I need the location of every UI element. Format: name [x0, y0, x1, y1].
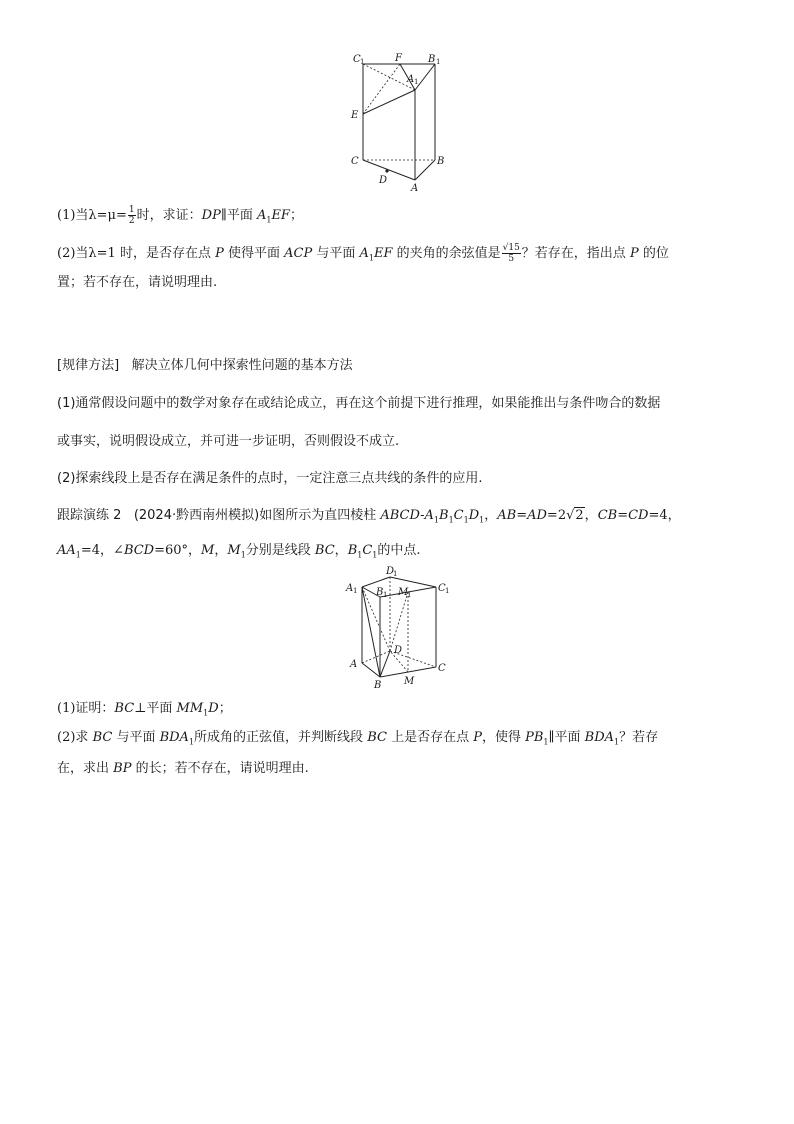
fraction-sqrt15-over-5: $\frac{√15}{5}$ — [502, 243, 520, 264]
fraction-one-half: $\frac{1}{2}$ — [128, 205, 135, 226]
method-title: 解决立体几何中探索性问题的基本方法 — [131, 358, 353, 373]
problem1-q2-line2: 置；若不存在，请说明理由. — [57, 275, 218, 290]
svg-text:1: 1 — [407, 591, 412, 599]
method-p1-line1: (1)通常假设问题中的数学对象存在或结论成立，再在这个前提下进行推理，如果能推出与条件吻合的数据 — [57, 396, 661, 411]
problem2-q1: (1)证明：BC⊥平面 $MM_1D$； — [57, 701, 232, 718]
svg-text:1: 1 — [445, 587, 450, 595]
svg-text:1: 1 — [360, 58, 365, 66]
label-a: A — [411, 183, 419, 192]
label-c: C — [438, 663, 446, 674]
method-p1-line2: 或事实，说明假设成立，并可进一步证明，否则假设不成立. — [57, 434, 400, 449]
practice-line2: $AA_1=4$，∠BCD=60°，M，$M_1$分别是线段 BC，$B_1C_1$的中点. — [57, 543, 421, 560]
label-b1: B — [428, 54, 436, 65]
label-m1: M — [398, 587, 409, 598]
practice-line1: 跟踪演练 2 (2024·黔西南州模拟)如图所示为直四棱柱 ABCD-$A_1B_1C_1D_1$，AB=AD=2√2，CB=CD=4， — [57, 508, 681, 525]
label-d1: D — [386, 566, 395, 577]
problem1-q2-line1: (2)当λ=1 时，是否存在点 P 使得平面 ACP 与平面 $A_1EF$ 的夹角的余弦值是 $\frac{√15}{5}$ ？若存在，指出点 P 的位 — [57, 243, 669, 264]
label-d: D — [379, 175, 388, 186]
svg-text:1: 1 — [414, 78, 419, 86]
label-c1: C — [438, 583, 446, 594]
label-b1: B — [376, 587, 384, 598]
label-a: A — [350, 659, 358, 670]
problem2-q2-line2: 在，求出 BP 的长；若不存在，请说明理由. — [57, 761, 309, 776]
prism-figure-1 — [345, 52, 455, 192]
label-f: F — [395, 53, 402, 64]
problem1-q1: (1)当λ=μ= $\frac{1}{2}$ 时，求证：DP∥平面 $A_1EF$； — [57, 205, 303, 226]
practice-source: (2024·黔西南州模拟) — [133, 508, 260, 523]
method-p2: (2)探索线段上是否存在满足条件的点时，一定注意三点共线的条件的应用. — [57, 471, 483, 486]
label-a1: A — [407, 74, 415, 85]
label-b: B — [374, 680, 382, 690]
svg-text:1: 1 — [383, 591, 388, 599]
prism-figure-2 — [340, 565, 460, 690]
svg-text:1: 1 — [353, 587, 358, 595]
method-heading — [57, 357, 353, 375]
practice-label: 跟踪演练 2 — [57, 508, 122, 523]
label-e: E — [351, 110, 359, 121]
svg-text:1: 1 — [436, 58, 441, 66]
svg-text:1: 1 — [393, 570, 398, 578]
label-d: D — [394, 645, 403, 656]
label-c1: C — [353, 54, 361, 65]
label-b: B — [437, 156, 445, 167]
sqrt-2: √2 — [566, 508, 584, 523]
label-m: M — [404, 676, 415, 687]
label-a1: A — [346, 583, 354, 594]
label-c: C — [351, 156, 359, 167]
problem2-q2-line1: (2)求 BC 与平面 $BDA_1$所成角的正弦值，并判断线段 BC 上是否存在点 P，使得 $PB_1\parallel$平面 $BDA_1$？若存 — [57, 730, 659, 747]
method-tag: [规律方法] — [57, 358, 120, 373]
